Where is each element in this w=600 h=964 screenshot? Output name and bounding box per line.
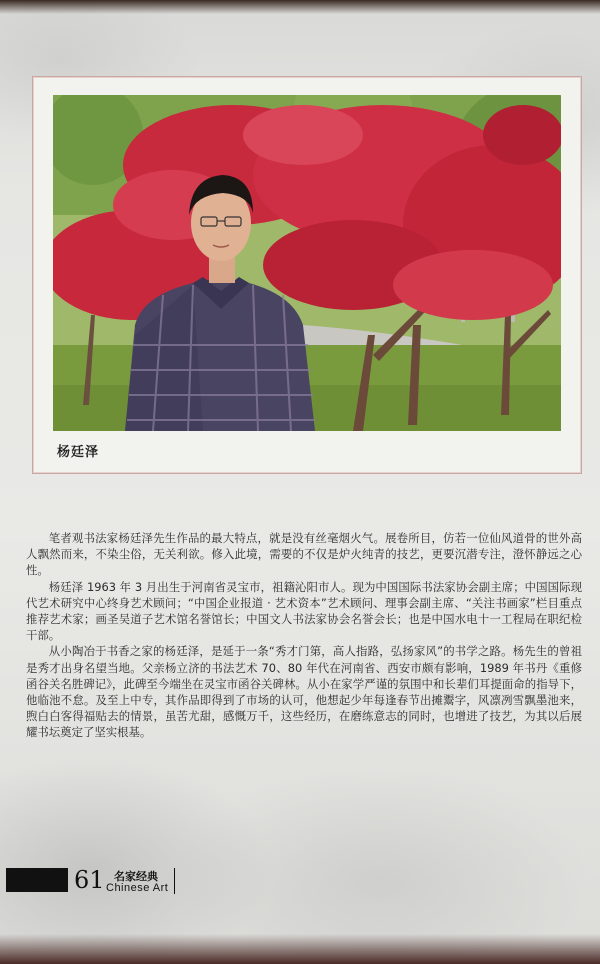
footer-divider	[174, 868, 175, 894]
section-title-en: Chinese Art	[106, 882, 169, 894]
article-body	[26, 530, 582, 741]
page-top-shadow	[0, 0, 600, 14]
article-paragraph: 杨廷泽 1963 年 3 月出生于河南省灵宝市，祖籍沁阳市人。现为中国国际书法家协会副主席；中国国际现代艺术研究中心终身艺术顾问；“中国企业报道 · 艺术资本”艺术顾问、理事会副主席、“关注书画家”栏目重点推荐艺术家；画圣吴道子艺术馆名誉馆长；中国文人书法家协会名誉会长；也是中国水电十一工程局在职纪检干部。	[26, 579, 582, 643]
portrait-photo-illustration	[53, 95, 561, 431]
article-paragraph: 笔者观书法家杨廷泽先生作品的最大特点，就是没有丝毫烟火气。展卷所目，仿若一位仙风道骨的世外高人飘然而来，不染尘俗，无关利欲。修入此境，需要的不仅是炉火纯青的技艺，更要沉潜专注，澄怀静远之心性。	[26, 531, 582, 578]
photo-frame	[32, 76, 582, 474]
footer-black-bar	[6, 868, 68, 892]
section-title-cn: 名家经典	[114, 870, 158, 883]
article-paragraph: 从小陶冶于书香之家的杨廷泽，是延于一条“秀才门第，高人指路，弘扬家风”的书学之路。杨先生的曾祖是秀才出身名望当地。父亲杨立济的书法艺术 70、80 年代在河南省、西安市颇有影响，1989 年书丹《重修函谷关名胜碑记》，此碑至今端坐在灵宝市函谷关碑林。从小在家学严谨的氛围中和长辈们耳提面命的指导下，他临池不怠。及至上中专，其作品即得到了市场的认可，他想起少年每逢春节出摊鬻字，风凛冽雪飘墨池来，煦白白客得福贴去的情景，虽苦尤甜，感慨万千，这些经历，在磨练意志的同时，也增进了技艺，为其以后展耀书坛奠定了坚实根基。	[26, 644, 582, 740]
page-number: 61	[74, 866, 105, 894]
portrait-photo	[53, 95, 561, 431]
page-bottom-shadow	[0, 934, 600, 964]
photo-caption: 杨廷泽	[57, 445, 100, 460]
